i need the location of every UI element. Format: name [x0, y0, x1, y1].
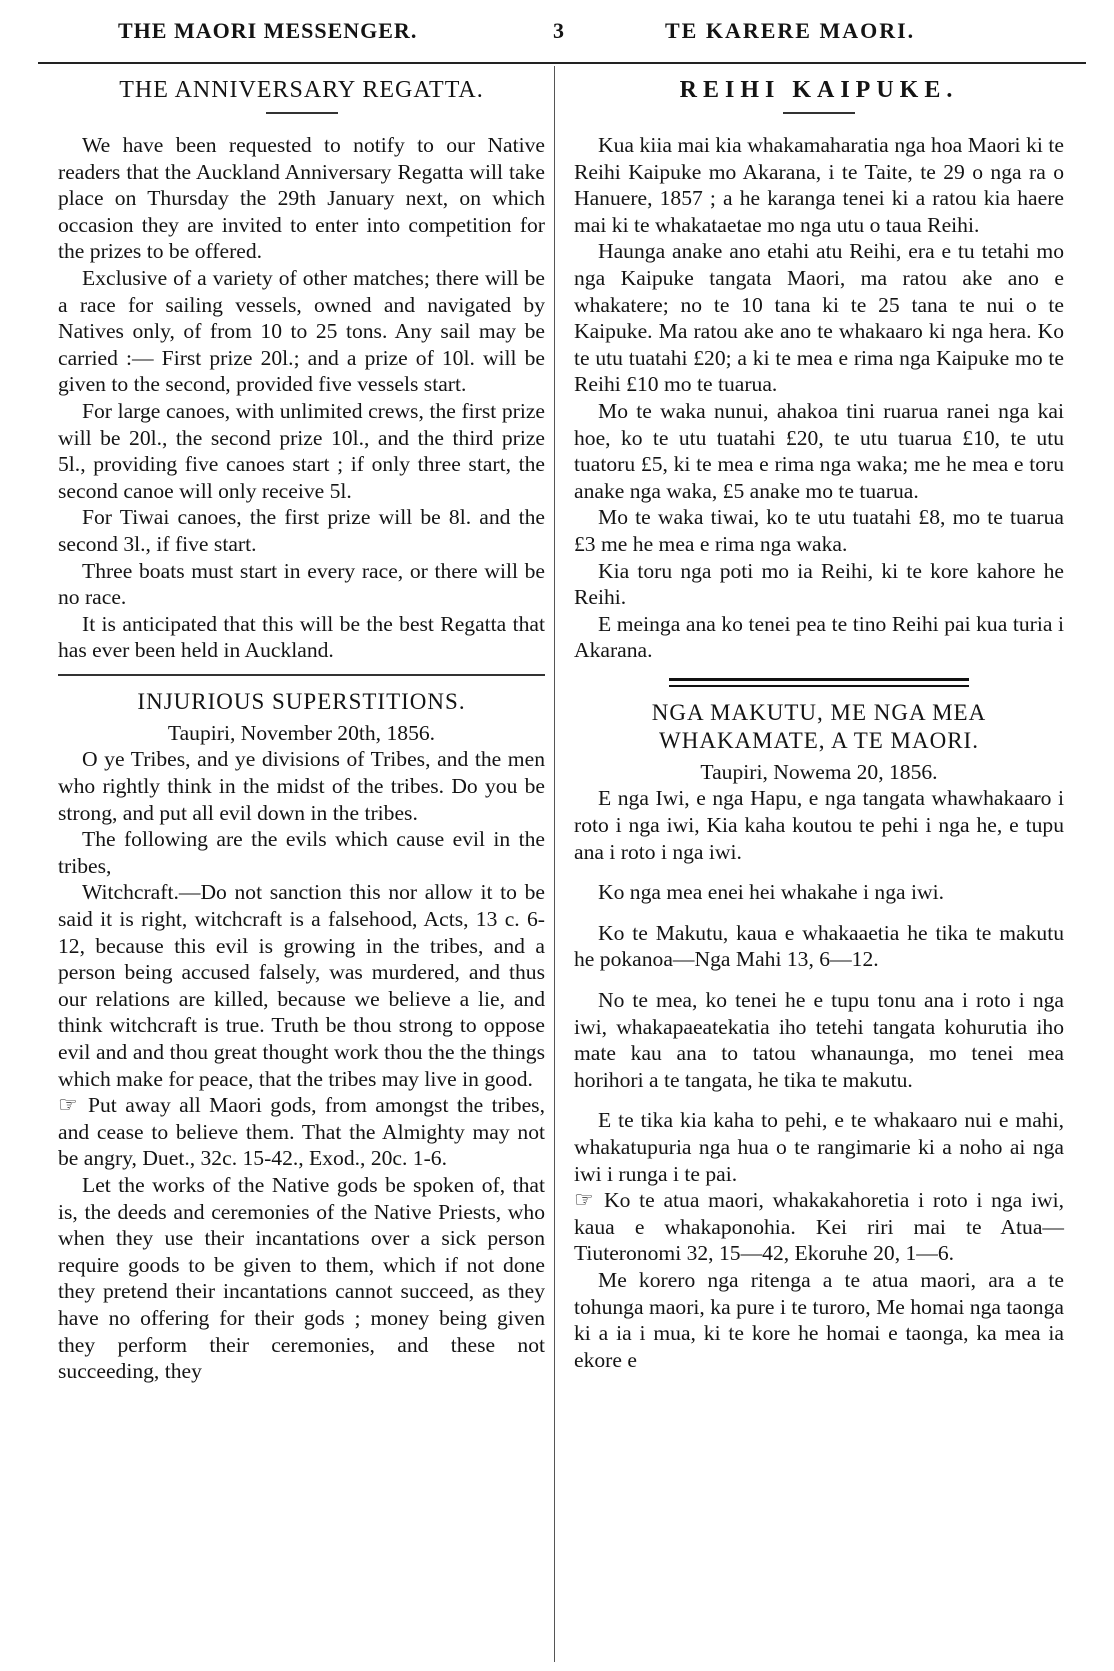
makutu-dateline: Taupiri, Nowema 20, 1856. [700, 759, 938, 784]
maori-masthead: TE KARERE MAORI. [665, 18, 916, 43]
maori-column [574, 64, 1064, 1373]
pointer-text: Put away all Maori gods, from amongst the tribes, and cease to believe them. That the Almighty may not be angry, Duet., 32c. 15-42., Exod., 20c. 1-6. [58, 1093, 545, 1171]
regatta-paragraph: Exclusive of a variety of other matches; there will be a race for sailing vessels, owned and navigated by Natives only, of from 10 to 25 tons. Any sail may be carried :— First prize 20l.; and a prize of 10l. will be given to the second, provided five vessels start. [58, 265, 545, 397]
reihi-paragraph: Kia toru nga poti mo ia Reihi, ki te kore kahore he Reihi. [574, 558, 1064, 610]
makutu-paragraph: E nga Iwi, e nga Hapu, e nga tangata whawhakaaro i roto i nga iwi, Kia kaha koutou te pehi i nga he, e tupu ana i roto i nga iwi. [574, 786, 1064, 864]
reihi-paragraph: Mo te waka tiwai, ko te utu tuatahi £8, mo te tuarua £3 me he mea e rima nga waka. [574, 505, 1064, 556]
regatta-title: THE ANNIVERSARY REGATTA. [119, 77, 484, 103]
reihi-paragraph: Kua kiia mai kia whakamaharatia nga hoa Maori ki te Reihi Kaipuke mo Akarana, i te Taite, te 29 o nga ra o Hanuere, 1857 ; a he karanga tenei ki a ratou kia haere mai ki te whakataetae mo nga utu o taua Reihi. [574, 133, 1064, 237]
superstitions-paragraph: The following are the evils which cause evil in the tribes, [58, 827, 545, 878]
reihi-paragraph: E meinga ana ko tenei pea te tino Reihi pai kua turia i Akarana. [574, 611, 1064, 663]
reihi-paragraph: Mo te waka nunui, ahakoa tini ruarua ranei nga kai hoe, ko te utu tuatahi £20, te utu tuarua £10, te utu tuatoru £5, ki te mea e rima nga waka; me he mea e toru anake nga waka, £5 anake mo te tuarua. [574, 398, 1064, 503]
english-masthead: THE MAORI MESSENGER. [118, 18, 418, 43]
superstitions-pointer-paragraph [58, 1092, 545, 1172]
page-number: 3 [553, 18, 565, 43]
makutu-paragraph: E te tika kia kaha to pehi, e te whakaaro nui e mahi, whakatupuria nga hua o te rangimarie ki a noho ai nga iwi i runga i te pai. [574, 1108, 1064, 1186]
reihi-title: REIHI KAIPUKE. [679, 77, 959, 103]
regatta-paragraph: For large canoes, with unlimited crews, the first prize will be 20l., the second prize 10l., and the third prize 5l., providing five canoes start ; if only three start, the second canoe will only receive 5l. [58, 398, 545, 503]
english-column [58, 64, 545, 1385]
makutu-paragraph: Ko nga mea enei hei whakahe i nga iwi. [598, 880, 944, 905]
superstitions-paragraph: Witchcraft.—Do not sanction this nor allow it to be said it is right, witchcraft is a falsehood, Acts, 13 c. 6-12, because this evil is growing in the tribes, and a person being accused falsely, was murdered, and thus our relations are killed, because we believe a lie, and think witchcraft is true. Truth be thou strong to oppose evil and and thou great thought work thou the the things which make for peace, that the tribes may live in good. [58, 880, 545, 1091]
regatta-paragraph: Three boats must start in every race, or there will be no race. [58, 558, 545, 610]
superstitions-dateline: Taupiri, November 20th, 1856. [167, 720, 436, 745]
makutu-paragraph: Ko te Makutu, kaua e whakaaetia he tika te makutu he pokanoa—Nga Mahi 13, 6—12. [574, 920, 1064, 972]
superstitions-paragraph: Let the works of the Native gods be spoken of, that is, the deeds and ceremonies of the Native Priests, who when they use their incantations over a sick person require goods to be given to them, which if not done they pretend their incantations cannot succeed, as they have no offering for their gods ; money being given they perform their ceremonies, and these not succeeding, they [58, 1172, 545, 1384]
makutu-paragraph: Me korero nga ritenga a te atua maori, ara a te tohunga maori, ka pure i te turoro, Me homai nga taonga ki a ia i mua, ki te kore he homai e taonga, ka mea ia ekore e [574, 1267, 1064, 1372]
makutu-pointer-paragraph [574, 1187, 1064, 1267]
reihi-paragraph: Haunga anake ano etahi atu Reihi, era e tu tetahi mo nga Kaipuke tangata Maori, ma ratou ake ano e whakatere; no te 10 tana ki te 25 tana te nui o te Kaipuke. Ma ratou ake ano te whakaaro ki nga hera. Ko te utu tuatahi £20; a ki te mea e rima nga Kaipuke mo te Reihi £10 mo te tuarua. [574, 239, 1064, 397]
section-rule [58, 674, 545, 676]
regatta-paragraph: For Tiwai canoes, the first prize will be 8l. and the second 3l., if five start. [58, 505, 545, 556]
makutu-title: NGA MAKUTU, ME NGA MEA WHAKAMATE, A TE MAORI. [651, 699, 987, 753]
regatta-paragraph: We have been requested to notify to our Native readers that the Auckland Anniversary Regatta will take place on Thursday the 29th January next, on which occasion they are invited to enter into competition for the prizes to be offered. [58, 133, 545, 264]
section-double-rule [669, 678, 969, 687]
regatta-paragraph: It is anticipated that this will be the best Regatta that has ever been held in Auckland. [58, 611, 545, 663]
superstitions-paragraph: O ye Tribes, and ye divisions of Tribes, and the men who rightly think in the midst of the tribes. Do you be strong, and put all evil down in the tribes. [58, 747, 545, 825]
pointing-hand-icon: ☞ [574, 1187, 594, 1213]
pointer-text: Ko te atua maori, whakakahoretia i roto i nga iwi, kaua e whakaponohia. Kei riri mai te Atua—Tiuteronomi 32, 15—42, Ekoruhe 20, 1—6. [574, 1188, 1064, 1266]
superstitions-title: INJURIOUS SUPERSTITIONS. [137, 688, 466, 714]
pointing-hand-icon: ☞ [58, 1092, 78, 1118]
page-header [0, 0, 1114, 56]
column-divider [554, 66, 555, 1662]
makutu-paragraph: No te mea, ko tenei he e tupu tonu ana i roto i nga iwi, whakapaeatekatia iho tetehi tangata kohurutia iho mate kau ana to tatou whanaunga, mo tenei mea horihori a te tangata, he tika te makutu. [574, 988, 1064, 1092]
